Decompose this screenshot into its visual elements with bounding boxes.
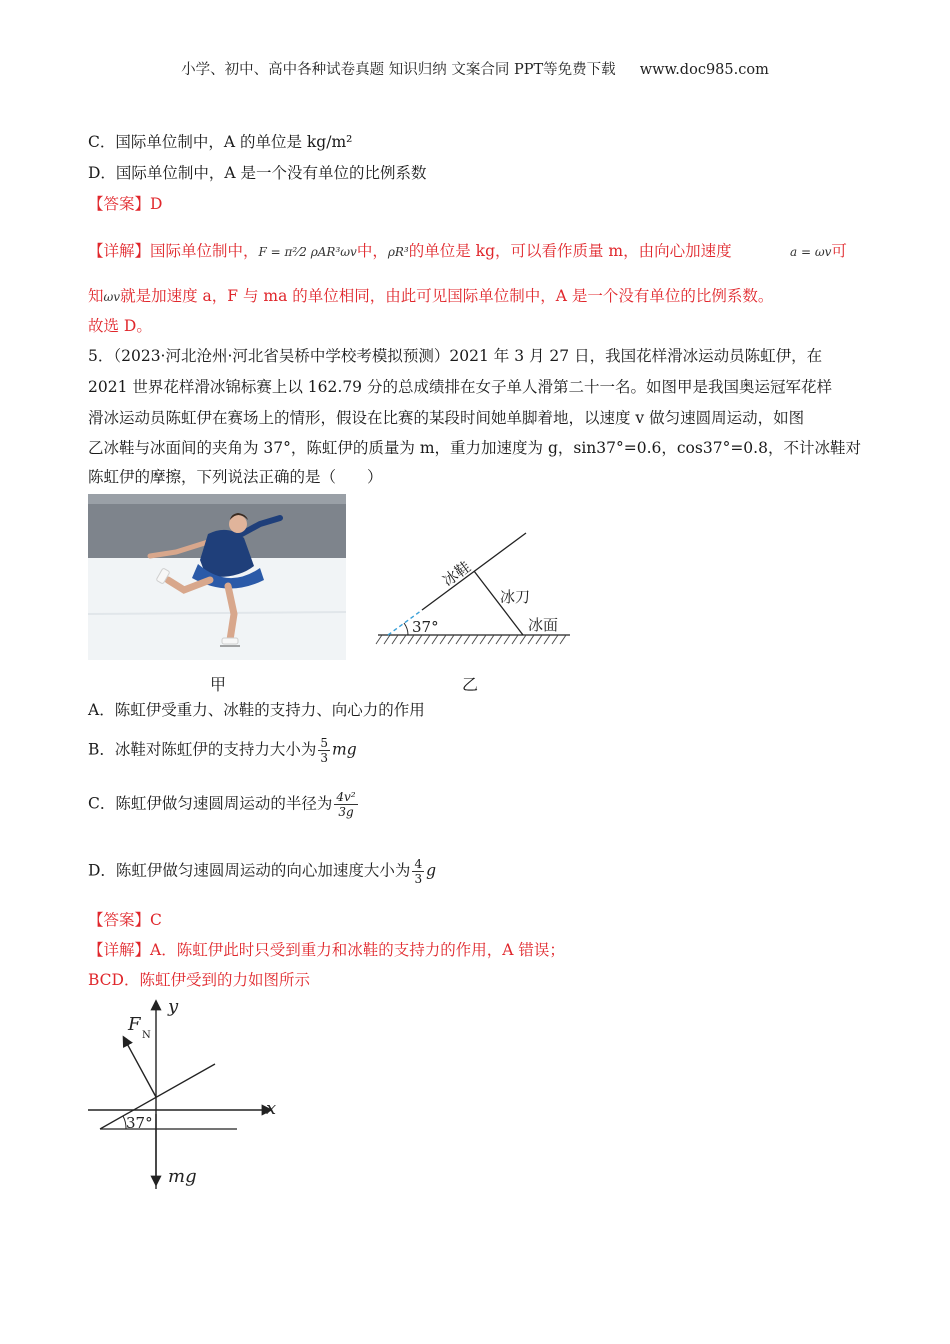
q5-option-b	[88, 736, 357, 765]
fraction-5-3	[318, 736, 330, 765]
force-diagram	[82, 994, 292, 1194]
option-suffix: g	[426, 861, 437, 880]
caption-jia: 甲	[210, 675, 227, 694]
angle-label: 37°	[412, 618, 439, 636]
ice-label: 冰面	[528, 616, 559, 634]
fraction-radius	[334, 790, 357, 819]
q5-detail-line2: BCD．陈虹伊受到的力如图所示	[88, 971, 310, 989]
detail-tag: 【详解】	[88, 242, 151, 260]
fn-subscript: N	[142, 1030, 151, 1041]
prev-option-c: C．国际单位制中，A 的单位是 kg/m²	[88, 133, 353, 151]
axis-y-label: y	[168, 996, 179, 1017]
q5-stem-line1: 5．（2023·河北沧州·河北省吴桥中学校考模拟预测）2021 年 3 月 27 日，我国花样滑冰运动员陈虹伊，在	[88, 347, 823, 365]
prev-detail-line1-end	[790, 241, 847, 262]
detail-text: 的单位是 kg，可以看作质量 m，由向心加速度	[408, 242, 732, 260]
q5-stem-line2: 2021 世界花样滑冰锦标赛上以 162.79 分的总成绩排在女子单人滑第二十一名。如图甲是我国奥运冠军花样	[88, 378, 832, 396]
frac-den: 3g	[338, 805, 354, 819]
formula-accel: a = ωv	[790, 245, 832, 259]
frac-num: 4v²	[336, 790, 356, 804]
option-text: C．陈虹伊做匀速圆周运动的半径为	[88, 794, 333, 813]
prev-detail-line3: 故选 D。	[88, 317, 152, 335]
detail-text: A．陈虹伊此时只受到重力和冰鞋的支持力的作用，A 错误；	[150, 941, 565, 959]
detail-text: 可	[831, 242, 847, 260]
detail-text: 知	[88, 287, 104, 305]
mg-label: mg	[168, 1166, 197, 1187]
shoe-label: 冰鞋	[439, 557, 475, 590]
q5-detail-line1	[88, 940, 565, 960]
frac-num: 4	[414, 857, 423, 871]
frac-den: 3	[414, 872, 423, 886]
option-text: B．冰鞋对陈虹伊的支持力大小为	[88, 740, 317, 759]
detail-text: 中，	[356, 242, 388, 260]
detail-text: 国际单位制中，	[150, 242, 259, 260]
fn-label: F	[128, 1014, 141, 1035]
frac-den: 3	[320, 751, 329, 765]
detail-tag: 【详解】	[88, 941, 151, 959]
q5-answer: 【答案】C	[88, 911, 162, 929]
prev-detail-line1	[88, 241, 732, 262]
header-text: 小学、初中、高中各种试卷真题 知识归纳 文案合同 PPT等免费下载	[181, 62, 616, 78]
fraction-4-3	[412, 857, 424, 886]
q5-stem-line5: 陈虹伊的摩擦，下列说法正确的是（ ）	[88, 468, 383, 486]
q5-stem-line4: 乙冰鞋与冰面间的夹角为 37°，陈虹伊的质量为 m，重力加速度为 g，sin37°=0.6，cos37°=0.8，不计冰鞋对	[88, 439, 861, 457]
q5-option-d	[88, 857, 436, 886]
header-url[interactable]: www.doc985.com	[639, 62, 769, 78]
prev-answer: 【答案】D	[88, 195, 163, 213]
prev-option-d: D．国际单位制中，A 是一个没有单位的比例系数	[88, 164, 427, 182]
formula-rho: ρR³	[387, 245, 409, 259]
q5-option-c	[88, 790, 360, 819]
page-header	[0, 58, 950, 79]
detail-text: 就是加速度 a，F 与 ma 的单位相同，由此可见国际单位制中，A 是一个没有单位的比例系数。	[120, 287, 774, 305]
frac-num: 5	[320, 736, 329, 750]
angle-37-label: 37°	[126, 1114, 153, 1132]
formula-omega-v: ωv	[103, 290, 121, 304]
caption-yi: 乙	[462, 675, 479, 694]
q5-stem-line3: 滑冰运动员陈虹伊在赛场上的情形，假设在比赛的某段时间她单脚着地，以速度 v 做匀速圆周运动，如图	[88, 409, 805, 427]
prev-detail-line2	[88, 286, 773, 307]
skater-illustration	[88, 494, 346, 660]
formula-force: F = π²⁄2 ρAR³ωv	[258, 245, 357, 259]
blade-diagram	[370, 520, 600, 655]
skater-photo	[88, 494, 346, 660]
blade-label: 冰刀	[500, 588, 531, 606]
option-text: D．陈虹伊做匀速圆周运动的向心加速度大小为	[88, 861, 411, 880]
option-suffix: mg	[332, 740, 357, 759]
axis-x-label: x	[266, 1098, 277, 1119]
q5-option-a: A．陈虹伊受重力、冰鞋的支持力、向心力的作用	[88, 701, 425, 719]
